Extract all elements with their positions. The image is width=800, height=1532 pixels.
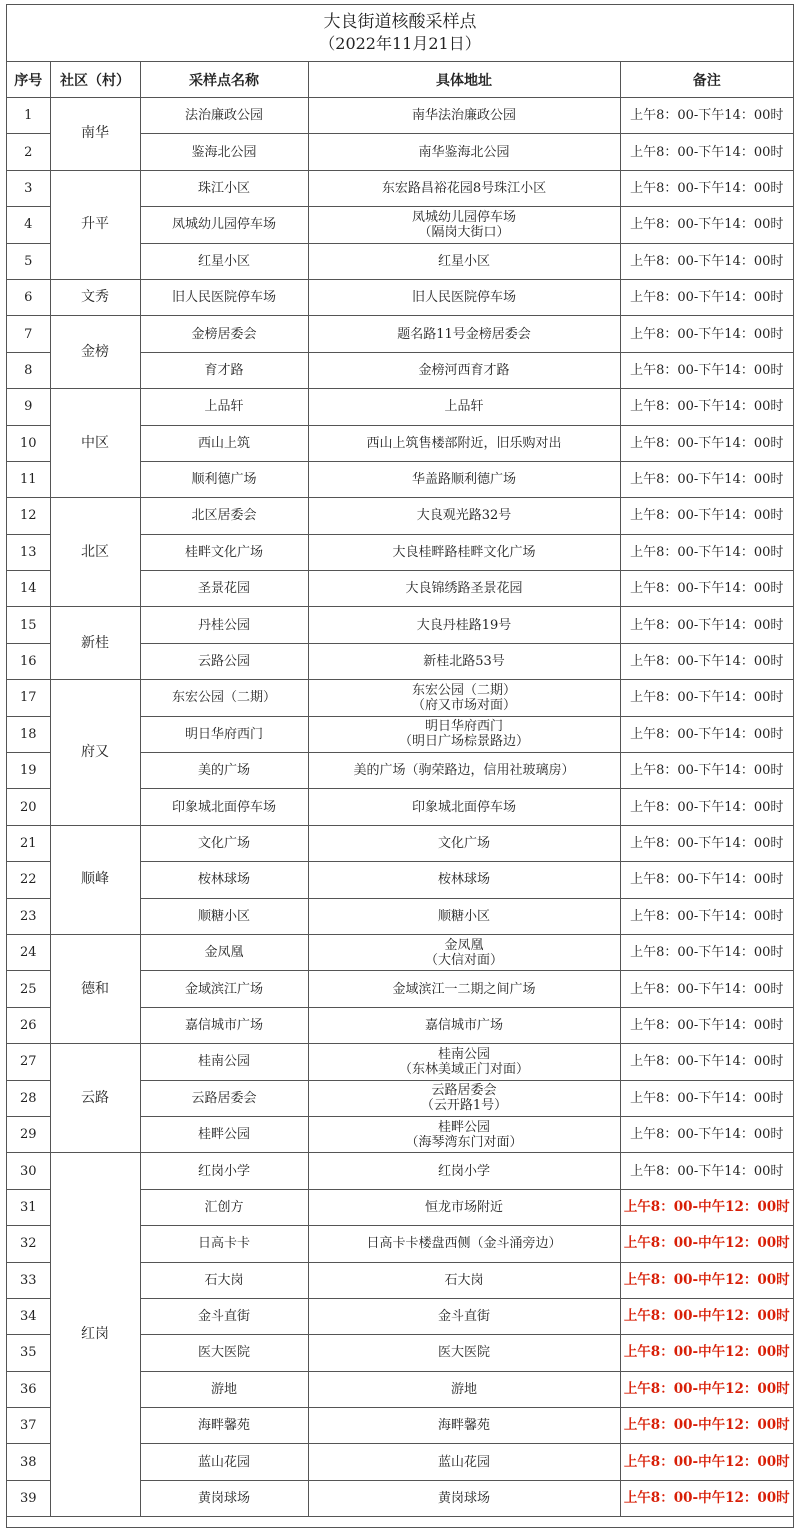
site-name: 丹桂公园 bbox=[140, 607, 308, 643]
address-line: 印象城北面停车场 bbox=[411, 799, 516, 815]
site-hours: 上午8：00-下午14：00时 bbox=[620, 789, 793, 825]
site-name: 顺利德广场 bbox=[140, 461, 308, 497]
site-hours: 上午8：00-下午14：00时 bbox=[620, 643, 793, 679]
site-name: 桂南公园 bbox=[140, 1044, 308, 1080]
community-cell: 金榜 bbox=[50, 316, 140, 389]
address-line: 桉林球场 bbox=[437, 872, 490, 888]
community-cell: 升平 bbox=[50, 170, 140, 279]
site-name: 嘉信城市广场 bbox=[140, 1007, 308, 1043]
site-address bbox=[308, 498, 620, 534]
row-number: 13 bbox=[7, 534, 50, 570]
site-name: 石大岗 bbox=[140, 1262, 308, 1298]
row-number: 25 bbox=[7, 971, 50, 1007]
row-number: 3 bbox=[7, 170, 50, 206]
address-line: 大良丹桂路19号 bbox=[416, 617, 512, 633]
site-address bbox=[308, 207, 620, 243]
address-line: 金域滨江一二期之间广场 bbox=[392, 981, 536, 997]
address-line: 医大医院 bbox=[437, 1345, 490, 1361]
site-name: 凤城幼儿园停车场 bbox=[140, 207, 308, 243]
site-hours: 上午8：00-下午14：00时 bbox=[620, 898, 793, 934]
site-name: 文化广场 bbox=[140, 825, 308, 861]
site-address bbox=[308, 352, 620, 388]
address-line: 南华法治廉政公园 bbox=[411, 108, 516, 124]
site-address bbox=[308, 461, 620, 497]
address-line: （隔岗大街口） bbox=[418, 224, 510, 240]
site-hours: 上午8：00-下午14：00时 bbox=[620, 425, 793, 461]
site-address bbox=[308, 1007, 620, 1043]
site-hours: 上午8：00-下午14：00时 bbox=[620, 934, 793, 970]
address-line: 凤城幼儿园停车场 bbox=[411, 209, 516, 225]
site-name: 金斗直街 bbox=[140, 1298, 308, 1334]
row-number: 18 bbox=[7, 716, 50, 752]
site-address bbox=[308, 1335, 620, 1371]
row-number: 9 bbox=[7, 389, 50, 425]
site-hours: 上午8：00-下午14：00时 bbox=[620, 753, 793, 789]
site-address bbox=[308, 971, 620, 1007]
site-name: 北区居委会 bbox=[140, 498, 308, 534]
table-row bbox=[7, 279, 793, 315]
site-hours: 上午8：00-中午12：00时 bbox=[620, 1408, 793, 1444]
site-hours: 上午8：00-下午14：00时 bbox=[620, 134, 793, 170]
table-row bbox=[7, 1044, 793, 1080]
table-row bbox=[7, 825, 793, 861]
site-hours: 上午8：00-下午14：00时 bbox=[620, 607, 793, 643]
address-line: 桂南公园 bbox=[437, 1046, 490, 1062]
site-address bbox=[308, 1189, 620, 1225]
site-name: 旧人民医院停车场 bbox=[140, 279, 308, 315]
site-address bbox=[308, 279, 620, 315]
site-name: 明日华府西门 bbox=[140, 716, 308, 752]
site-name: 东宏公园（二期） bbox=[140, 680, 308, 716]
site-address bbox=[308, 1262, 620, 1298]
site-name: 法治廉政公园 bbox=[140, 98, 308, 134]
address-line: 金斗直街 bbox=[437, 1309, 490, 1325]
table-row bbox=[7, 1153, 793, 1189]
community-cell: 红岗 bbox=[50, 1153, 140, 1517]
address-line: 上品轩 bbox=[444, 399, 484, 415]
address-line: 大良观光路32号 bbox=[416, 508, 512, 524]
address-line: 蓝山花园 bbox=[437, 1454, 490, 1470]
site-address bbox=[308, 98, 620, 134]
row-number: 33 bbox=[7, 1262, 50, 1298]
row-number: 17 bbox=[7, 680, 50, 716]
site-address bbox=[308, 1116, 620, 1152]
row-number: 34 bbox=[7, 1298, 50, 1334]
site-address bbox=[308, 389, 620, 425]
site-hours: 上午8：00-下午14：00时 bbox=[620, 1080, 793, 1116]
row-number: 23 bbox=[7, 898, 50, 934]
row-number: 22 bbox=[7, 862, 50, 898]
address-line: （东林美域正门对面） bbox=[398, 1061, 529, 1077]
row-number: 16 bbox=[7, 643, 50, 679]
site-address bbox=[308, 571, 620, 607]
site-hours: 上午8：00-下午14：00时 bbox=[620, 716, 793, 752]
document-frame bbox=[6, 4, 794, 1528]
site-hours: 上午8：00-下午14：00时 bbox=[620, 279, 793, 315]
site-name: 海畔馨苑 bbox=[140, 1408, 308, 1444]
site-hours: 上午8：00-下午14：00时 bbox=[620, 498, 793, 534]
address-line: 旧人民医院停车场 bbox=[411, 290, 516, 306]
header-community: 社区（村） bbox=[50, 62, 140, 98]
row-number: 27 bbox=[7, 1044, 50, 1080]
site-hours: 上午8：00-下午14：00时 bbox=[620, 825, 793, 861]
site-name: 桂畔公园 bbox=[140, 1116, 308, 1152]
site-address bbox=[308, 425, 620, 461]
site-hours: 上午8：00-下午14：00时 bbox=[620, 316, 793, 352]
table-header-row bbox=[7, 62, 793, 98]
site-name: 西山上筑 bbox=[140, 425, 308, 461]
sampling-sites-table bbox=[7, 62, 793, 1517]
address-line: 海畔馨苑 bbox=[437, 1418, 490, 1434]
address-line: 金凤凰 bbox=[444, 937, 484, 953]
address-line: （府又市场对面） bbox=[411, 697, 516, 713]
row-number: 19 bbox=[7, 753, 50, 789]
header-number: 序号 bbox=[7, 62, 50, 98]
row-number: 28 bbox=[7, 1080, 50, 1116]
site-name: 蓝山花园 bbox=[140, 1444, 308, 1480]
site-address bbox=[308, 898, 620, 934]
site-name: 汇创方 bbox=[140, 1189, 308, 1225]
address-line: 金榜河西育才路 bbox=[418, 362, 510, 378]
site-hours: 上午8：00-下午14：00时 bbox=[620, 98, 793, 134]
table-row bbox=[7, 389, 793, 425]
site-name: 红岗小学 bbox=[140, 1153, 308, 1189]
site-hours: 上午8：00-下午14：00时 bbox=[620, 352, 793, 388]
site-name: 圣景花园 bbox=[140, 571, 308, 607]
site-name: 顺糖小区 bbox=[140, 898, 308, 934]
table-row bbox=[7, 934, 793, 970]
site-name: 鉴海北公园 bbox=[140, 134, 308, 170]
site-hours: 上午8：00-中午12：00时 bbox=[620, 1371, 793, 1407]
site-hours: 上午8：00-下午14：00时 bbox=[620, 389, 793, 425]
site-hours: 上午8：00-下午14：00时 bbox=[620, 680, 793, 716]
site-address bbox=[308, 753, 620, 789]
site-hours: 上午8：00-下午14：00时 bbox=[620, 207, 793, 243]
table-body bbox=[7, 98, 793, 1517]
site-name: 金榜居委会 bbox=[140, 316, 308, 352]
site-name: 云路公园 bbox=[140, 643, 308, 679]
header-site-name: 采样点名称 bbox=[140, 62, 308, 98]
row-number: 31 bbox=[7, 1189, 50, 1225]
site-name: 红星小区 bbox=[140, 243, 308, 279]
site-hours: 上午8：00-下午14：00时 bbox=[620, 1116, 793, 1152]
address-line: （云开路1号） bbox=[420, 1098, 508, 1114]
community-cell: 德和 bbox=[50, 934, 140, 1043]
site-address bbox=[308, 1153, 620, 1189]
site-hours: 上午8：00-中午12：00时 bbox=[620, 1444, 793, 1480]
address-line: 游地 bbox=[450, 1381, 477, 1397]
row-number: 12 bbox=[7, 498, 50, 534]
row-number: 1 bbox=[7, 98, 50, 134]
address-line: 红岗小学 bbox=[437, 1163, 490, 1179]
site-name: 黄岗球场 bbox=[140, 1480, 308, 1516]
row-number: 35 bbox=[7, 1335, 50, 1371]
address-line: 云路居委会 bbox=[431, 1083, 497, 1099]
row-number: 7 bbox=[7, 316, 50, 352]
row-number: 2 bbox=[7, 134, 50, 170]
row-number: 32 bbox=[7, 1226, 50, 1262]
row-number: 24 bbox=[7, 934, 50, 970]
site-name: 金凤凰 bbox=[140, 934, 308, 970]
site-hours: 上午8：00-中午12：00时 bbox=[620, 1189, 793, 1225]
community-cell: 顺峰 bbox=[50, 825, 140, 934]
row-number: 6 bbox=[7, 279, 50, 315]
site-address bbox=[308, 1080, 620, 1116]
community-cell: 云路 bbox=[50, 1044, 140, 1153]
site-hours: 上午8：00-中午12：00时 bbox=[620, 1335, 793, 1371]
address-line: 嘉信城市广场 bbox=[424, 1017, 503, 1033]
site-hours: 上午8：00-下午14：00时 bbox=[620, 461, 793, 497]
address-line: 石大岗 bbox=[444, 1272, 484, 1288]
site-name: 云路居委会 bbox=[140, 1080, 308, 1116]
address-line: （明日广场棕景路边） bbox=[398, 734, 529, 750]
row-number: 26 bbox=[7, 1007, 50, 1043]
site-address bbox=[308, 243, 620, 279]
row-number: 38 bbox=[7, 1444, 50, 1480]
table-row bbox=[7, 680, 793, 716]
address-line: 大良锦绣路圣景花园 bbox=[405, 581, 523, 597]
site-hours: 上午8：00-下午14：00时 bbox=[620, 243, 793, 279]
site-address bbox=[308, 134, 620, 170]
row-number: 29 bbox=[7, 1116, 50, 1152]
row-number: 20 bbox=[7, 789, 50, 825]
community-cell: 南华 bbox=[50, 98, 140, 171]
row-number: 10 bbox=[7, 425, 50, 461]
site-address bbox=[308, 1371, 620, 1407]
site-name: 珠江小区 bbox=[140, 170, 308, 206]
address-line: 美的广场（驹荣路边，信用社玻璃房） bbox=[353, 763, 575, 779]
site-hours: 上午8：00-下午14：00时 bbox=[620, 971, 793, 1007]
address-line: 恒龙市场附近 bbox=[424, 1199, 503, 1215]
site-address bbox=[308, 934, 620, 970]
site-hours: 上午8：00-中午12：00时 bbox=[620, 1262, 793, 1298]
site-address bbox=[308, 716, 620, 752]
site-hours: 上午8：00-下午14：00时 bbox=[620, 1044, 793, 1080]
address-line: 东宏路昌裕花园8号珠江小区 bbox=[381, 180, 547, 196]
table-row bbox=[7, 170, 793, 206]
row-number: 37 bbox=[7, 1408, 50, 1444]
address-line: 新桂北路53号 bbox=[423, 654, 505, 670]
site-address bbox=[308, 316, 620, 352]
row-number: 39 bbox=[7, 1480, 50, 1516]
table-row bbox=[7, 607, 793, 643]
site-address bbox=[308, 170, 620, 206]
site-name: 桂畔文化广场 bbox=[140, 534, 308, 570]
address-line: 大良桂畔路桂畔文化广场 bbox=[392, 544, 536, 560]
community-cell: 府又 bbox=[50, 680, 140, 826]
community-cell: 中区 bbox=[50, 389, 140, 498]
document-title: 大良街道核酸采样点 bbox=[323, 12, 477, 32]
site-hours: 上午8：00-下午14：00时 bbox=[620, 1007, 793, 1043]
address-line: （大信对面） bbox=[424, 952, 503, 968]
document-title-block bbox=[7, 5, 793, 62]
row-number: 30 bbox=[7, 1153, 50, 1189]
site-name: 金域滨江广场 bbox=[140, 971, 308, 1007]
site-hours: 上午8：00-下午14：00时 bbox=[620, 571, 793, 607]
document-date: （2022年11月21日） bbox=[319, 34, 481, 53]
address-line: 华盖路顺利德广场 bbox=[411, 472, 516, 488]
site-address bbox=[308, 607, 620, 643]
site-address bbox=[308, 1408, 620, 1444]
site-name: 印象城北面停车场 bbox=[140, 789, 308, 825]
site-name: 桉林球场 bbox=[140, 862, 308, 898]
address-line: 红星小区 bbox=[437, 253, 490, 269]
site-name: 医大医院 bbox=[140, 1335, 308, 1371]
site-hours: 上午8：00-下午14：00时 bbox=[620, 534, 793, 570]
site-address bbox=[308, 680, 620, 716]
address-line: 题名路11号金榜居委会 bbox=[397, 326, 531, 342]
site-address bbox=[308, 1444, 620, 1480]
community-cell: 文秀 bbox=[50, 279, 140, 315]
row-number: 11 bbox=[7, 461, 50, 497]
header-address: 具体地址 bbox=[308, 62, 620, 98]
community-cell: 新桂 bbox=[50, 607, 140, 680]
site-address bbox=[308, 1044, 620, 1080]
site-address bbox=[308, 789, 620, 825]
table-row bbox=[7, 498, 793, 534]
row-number: 8 bbox=[7, 352, 50, 388]
site-hours: 上午8：00-中午12：00时 bbox=[620, 1226, 793, 1262]
site-address bbox=[308, 534, 620, 570]
site-name: 游地 bbox=[140, 1371, 308, 1407]
community-cell: 北区 bbox=[50, 498, 140, 607]
site-address bbox=[308, 1480, 620, 1516]
row-number: 36 bbox=[7, 1371, 50, 1407]
site-name: 日高卡卡 bbox=[140, 1226, 308, 1262]
address-line: 文化广场 bbox=[437, 836, 490, 851]
site-hours: 上午8：00-下午14：00时 bbox=[620, 1153, 793, 1189]
address-line: 南华鉴海北公园 bbox=[418, 144, 510, 160]
site-hours: 上午8：00-下午14：00时 bbox=[620, 170, 793, 206]
row-number: 4 bbox=[7, 207, 50, 243]
table-row bbox=[7, 316, 793, 352]
row-number: 5 bbox=[7, 243, 50, 279]
site-name: 美的广场 bbox=[140, 753, 308, 789]
site-address bbox=[308, 862, 620, 898]
address-line: （海琴湾东门对面） bbox=[405, 1134, 523, 1150]
address-line: 明日华府西门 bbox=[424, 719, 503, 735]
site-hours: 上午8：00-下午14：00时 bbox=[620, 862, 793, 898]
address-line: 东宏公园（二期） bbox=[411, 682, 516, 698]
site-address bbox=[308, 1226, 620, 1262]
row-number: 14 bbox=[7, 571, 50, 607]
row-number: 21 bbox=[7, 825, 50, 861]
site-address bbox=[308, 1298, 620, 1334]
site-name: 上品轩 bbox=[140, 389, 308, 425]
address-line: 日高卡卡楼盘西侧（金斗涌旁边） bbox=[366, 1236, 562, 1252]
address-line: 黄岗球场 bbox=[437, 1491, 490, 1507]
site-address bbox=[308, 643, 620, 679]
row-number: 15 bbox=[7, 607, 50, 643]
address-line: 顺糖小区 bbox=[437, 908, 490, 924]
site-hours: 上午8：00-中午12：00时 bbox=[620, 1480, 793, 1516]
site-hours: 上午8：00-中午12：00时 bbox=[620, 1298, 793, 1334]
header-remarks: 备注 bbox=[620, 62, 793, 98]
address-line: 西山上筑售楼部附近，旧乐购对出 bbox=[366, 435, 562, 451]
table-row bbox=[7, 98, 793, 134]
site-name: 育才路 bbox=[140, 352, 308, 388]
address-line: 桂畔公园 bbox=[437, 1119, 490, 1135]
site-address bbox=[308, 825, 620, 861]
